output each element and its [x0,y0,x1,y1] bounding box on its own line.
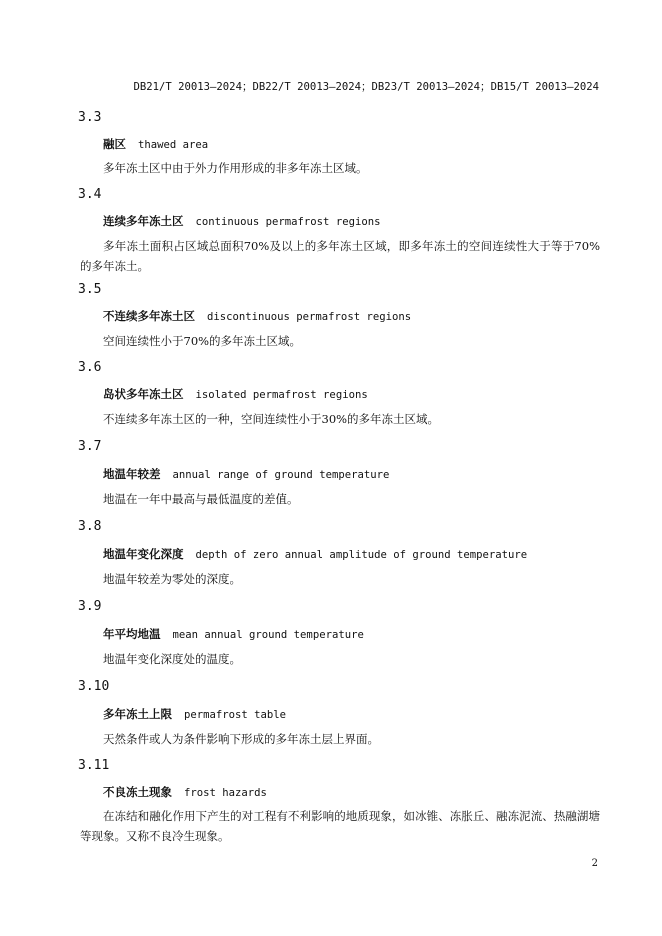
page-number: 2 [591,858,598,869]
term-english: isolated permafrost regions [195,389,368,401]
term-chinese: 不连续多年冻土区 [103,309,195,323]
term-definition: 在冻结和融化作用下产生的对工程有不利影响的地质现象，如冰锥、冻胀丘、融冻泥流、热融湖塘等现象。又称不良冷生现象。 [80,809,600,843]
clause-number: 3.6 [78,360,102,375]
clause-number: 3.7 [78,439,102,454]
term-definition: 多年冻土面积占区域总面积70%及以上的多年冻土区域，即多年冻土的空间连续性大于等于70%的多年冻土。 [80,239,600,273]
document-header: DB21/T 20013—2024；DB22/T 20013—2024；DB23/T 20013—2024；DB15/T 20013—2024 [133,81,599,93]
term-english: depth of zero annual amplitude of ground temperature [195,549,528,561]
term-english: thawed area [138,139,209,151]
term-heading [103,546,527,562]
term-definition: 地温在一年中最高与最低温度的差值。 [103,492,299,506]
term-english: mean annual ground temperature [172,629,364,641]
clause-number: 3.10 [78,679,110,694]
term-english: frost hazards [184,787,267,799]
clause-number: 3.8 [78,519,102,534]
term-definition: 地温年较差为零处的深度。 [103,572,241,586]
term-heading [103,213,380,229]
term-heading [103,308,411,324]
clause-number: 3.11 [78,758,110,773]
term-english: permafrost table [184,709,287,721]
term-heading [103,706,286,722]
clause-number: 3.4 [78,187,102,202]
term-english: continuous permafrost regions [195,216,381,228]
clause-number: 3.3 [78,110,102,125]
term-definition: 多年冻土区中由于外力作用形成的非多年冻土区域。 [103,161,368,175]
term-heading [103,784,267,800]
term-heading [103,386,368,402]
term-heading [103,136,208,152]
clause-number: 3.5 [78,282,102,297]
term-definition: 地温年变化深度处的温度。 [103,652,241,666]
term-chinese: 地温年较差 [103,467,161,481]
term-english: discontinuous permafrost regions [207,311,412,323]
term-definition: 天然条件或人为条件影响下形成的多年冻土层上界面。 [103,732,379,746]
term-chinese: 地温年变化深度 [103,547,184,561]
term-chinese: 连续多年冻土区 [103,214,184,228]
term-english: annual range of ground temperature [172,469,390,481]
term-chinese: 岛状多年冻土区 [103,387,184,401]
term-definition: 空间连续性小于70%的多年冻土区域。 [103,334,302,348]
term-chinese: 融区 [103,137,126,151]
term-chinese: 不良冻土现象 [103,785,172,799]
clause-number: 3.9 [78,599,102,614]
term-chinese: 多年冻土上限 [103,707,172,721]
term-heading [103,466,389,482]
term-heading [103,626,364,642]
term-definition: 不连续多年冻土区的一种，空间连续性小于30%的多年冻土区域。 [103,412,440,426]
term-chinese: 年平均地温 [103,627,161,641]
